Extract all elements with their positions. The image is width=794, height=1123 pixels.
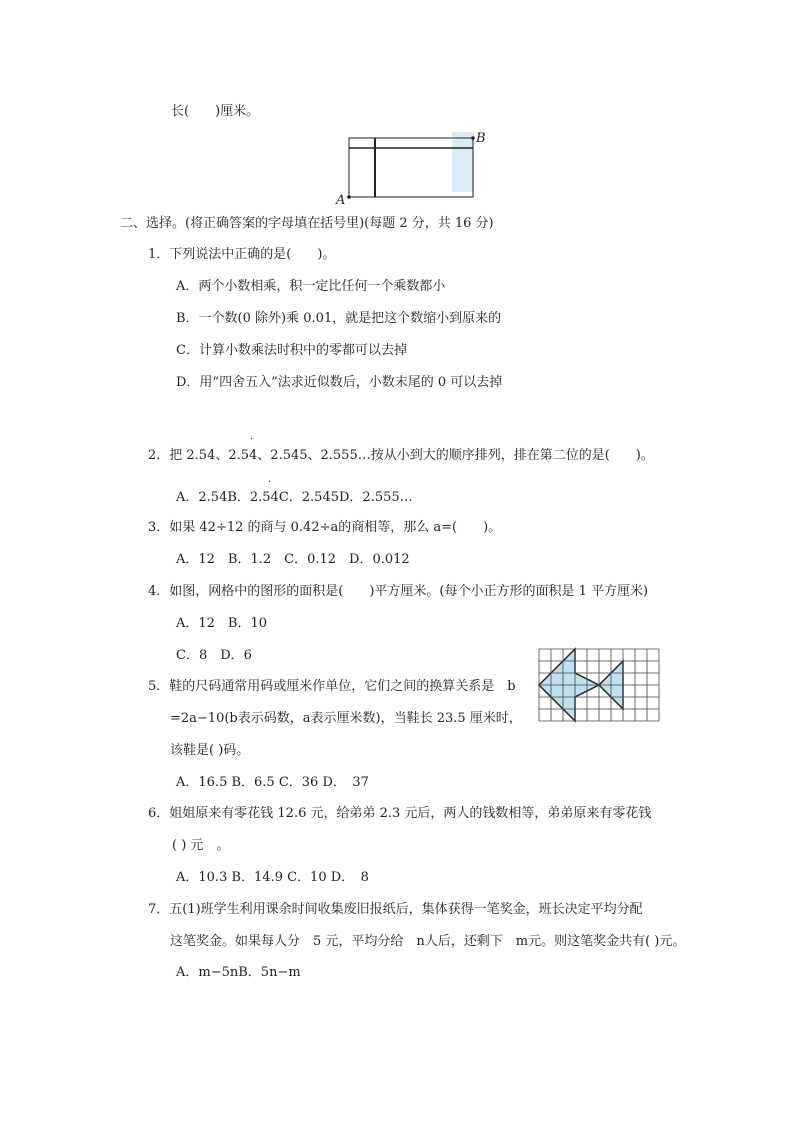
answer-length-line: 长( )厘米。 <box>171 104 260 119</box>
q1-option-c: C．计算小数乘法时积中的零都可以去掉 <box>176 343 407 358</box>
q1-stem: 1．下列说法中正确的是( )。 <box>148 247 336 262</box>
q7-options: A．m−5nB．5n−m <box>176 965 301 980</box>
point-b <box>471 136 475 140</box>
label-b: B <box>476 131 486 146</box>
q7-line2: 这笔奖金。如果每人分 5 元，平均分给 n人后，还剩下 m元。则这笔奖金共有( )元。 <box>170 934 686 949</box>
q4-options-ab: A．12 B．10 <box>176 616 268 631</box>
q4-options-cd: C．8 D．6 <box>176 648 252 663</box>
section-heading: 二、选择。(将正确答案的字母填在括号里)(每题 2 分，共 16 分) <box>120 216 494 231</box>
q1-option-a: A．两个小数相乘，积一定比任何一个乘数都小 <box>176 279 446 294</box>
q4-stem: 4．如图，网格中的图形的面积是( )平方厘米。(每个小正方形的面积是 1 平方厘米) <box>148 584 649 599</box>
q2-options: A．2.54B．2.54C．2.545D．2.555… <box>176 490 413 505</box>
q1-option-b: B．一个数(0 除外)乘 0.01，就是把这个数缩小到原来的 <box>176 311 502 326</box>
point-a <box>347 195 351 199</box>
q5-line3: 该鞋是( )码。 <box>170 743 250 758</box>
q2-stem: 2．把 2.54、2.54、2.545、2.555…按从小到大的顺序排列，排在第二位的是( )。 <box>148 448 654 463</box>
watermark-mark <box>452 132 474 192</box>
q6-options: A．10.3 B．14.9 C．10 D． 8 <box>176 870 369 885</box>
rectangle-figure <box>336 131 486 208</box>
grid-lines <box>539 649 659 721</box>
q5-line1: 5．鞋的尺码通常用码或厘米作单位，它们之间的换算关系是 b <box>148 679 516 694</box>
repeating-dot: · <box>250 434 254 445</box>
q3-options: A．12 B．1.2 C．0.12 D．0.012 <box>176 552 410 567</box>
q3-stem: 3．如果 42÷12 的商与 0.42÷a的商相等，那么 a=( )。 <box>148 520 502 535</box>
repeating-dot: · <box>268 477 272 488</box>
q7-line1: 7．五(1)班学生利用课余时间收集废旧报纸后，集体获得一笔奖金，班长决定平均分配 <box>148 902 643 917</box>
q5-line2: =2a−10(b表示码数，a表示厘米数)，当鞋长 23.5 厘米时， <box>170 711 522 726</box>
grid-figure <box>539 649 659 721</box>
q6-line2: ( ) 元 。 <box>172 838 230 853</box>
q1-option-d: D．用“四舍五入”法求近似数后，小数末尾的 0 可以去掉 <box>176 375 503 390</box>
q5-options: A．16.5 B．6.5 C．36 D． 37 <box>176 775 369 790</box>
label-a: A <box>336 193 346 208</box>
q6-line1: 6．姐姐原来有零花钱 12.6 元，给弟弟 2.3 元后，两人的钱数相等，弟弟原来有零花钱 <box>148 806 652 821</box>
